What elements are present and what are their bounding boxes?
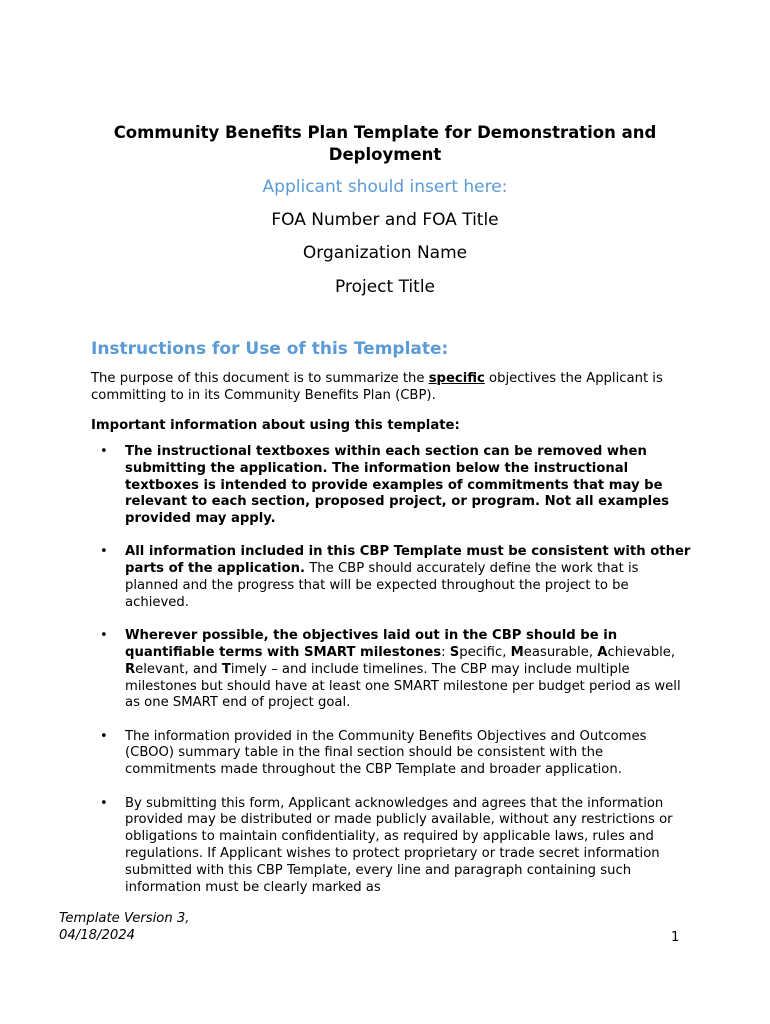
bullet-icon: • [100,728,108,744]
smart-letter-m: M [510,644,524,660]
bullet-text: imely – and include timelines. The CBP may include multiple milestones but should have at least one SMART milestone per budget period as well as one SMART end of project goal. [125,661,681,711]
important-info-label: Important information about using this template: [91,418,460,433]
list-item [91,729,691,779]
applicant-insert-note: Applicant should insert here: [262,177,508,197]
organization-name: Organization Name [302,243,468,263]
list-item [91,444,691,528]
list-item [91,796,691,897]
bullet-text: The information provided in the Community Benefits Objectives and Outcomes (CBOO) summary table in the final section should be consistent with the commitments made throughout the CBP Template and broader application. [125,728,647,778]
instructions-heading: Instructions for Use of this Template: [91,339,449,359]
bullet-bold-text: Wherever possible, the objectives laid out in the CBP should be in quantifiable terms with SMART milestones [125,628,618,660]
document-title: Community Benefits Plan Template for Demonstration and Deployment [113,123,657,164]
bullet-text: elevant, and [135,661,222,677]
bullet-icon: • [100,444,108,459]
bullet-icon: • [100,795,108,811]
list-item [91,628,691,712]
page-number: 1 [671,930,680,945]
bullet-text: : [441,644,450,660]
purpose-emphasis: specific [428,371,485,386]
instruction-bullet-list [91,444,691,913]
bullet-text: pecific, [459,644,511,660]
project-title: Project Title [335,277,435,297]
smart-letter-r: R [125,661,136,677]
template-version-footer: Template Version 3, 04/18/2024 [59,911,190,943]
purpose-text-before: The purpose of this document is to summarize the [91,371,429,386]
bullet-text: By submitting this form, Applicant acknowledges and agrees that the information provided may be distributed or made publicly available, without any restrictions or obligations to maintain confidentiality, as required by applicable laws, rules and regulations. If Applicant wishes to protect proprietary or trade secret information submitted with this CBP Template, every line and paragraph containing such information must be clearly marked as [125,795,673,895]
bullet-text: easurable, [523,644,598,660]
foa-number-title: FOA Number and FOA Title [271,210,499,230]
bullet-icon: • [100,628,108,644]
smart-letter-t: T [221,661,231,677]
smart-letter-a: A [597,644,608,660]
bullet-text: The CBP should accurately define the work that is planned and the progress that will be expected throughout the project to be achieved. [125,561,639,610]
list-item [91,544,691,611]
bullet-bold-text: The instructional textboxes within each section can be removed when submitting the application. The information below the instructional textboxes is intended to provide examples of commitments that may be relevant to each section, proposed project, or program. Not all examples provided may apply. [125,444,669,527]
bullet-icon: • [100,544,108,560]
bullet-text: chievable, [607,644,676,660]
smart-letter-s: S [449,644,460,660]
purpose-paragraph [91,370,691,404]
bullet-bold-text: All information included in this CBP Template must be consistent with other parts of the application. [125,544,691,577]
purpose-text-after: objectives the Applicant is committing to in its Community Benefits Plan (CBP). [91,371,663,403]
